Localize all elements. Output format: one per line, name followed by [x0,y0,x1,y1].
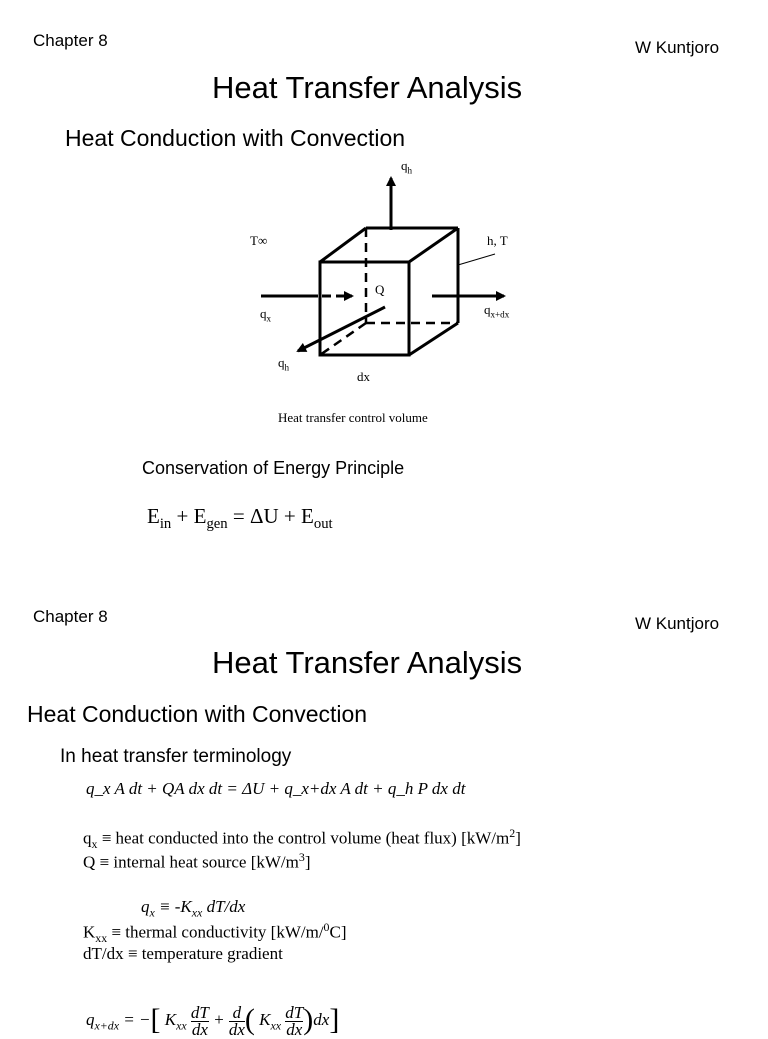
flux-expansion-equation: $q_{x+dx}$ = −[ $K_{xx}$ $\frac{dT}{dx}$ + $\frac{d}{dx}$ ( $K_{xx}$ $\frac{dT}{dx}$ )dx] [86,1002,340,1039]
definition-qx: $q_x$ ≡ heat conducted into the control volume (heat flux) $[kW/m^2]$ [83,826,521,852]
cube-edge-tr [409,228,458,262]
fourier-law: $q_x \equiv -K_{xx}$ dT/dx [141,897,246,920]
section-heading-2: Heat Conduction with Convection [27,701,368,727]
label-heat-source: Q [375,282,385,297]
label-qh-top: $q_h$ [401,158,413,176]
cube-edge-br [409,323,458,355]
definition-Q: Q ≡ internal heat source $[kW/m^3]$ [83,850,311,872]
label-t-infinity: T∞ [250,233,268,248]
terminology-heading: In heat transfer terminology [60,746,292,767]
balance-equation: q_x A dt + QA dx dt = ΔU + q_x+dx A dt + q_h P dx dt [86,779,466,798]
page-title-2: Heat Transfer Analysis [212,645,523,680]
qh-diagonal-arrow [298,307,385,351]
label-qh-bottom: $q_h$ [278,355,290,373]
section-heading: Heat Conduction with Convection [65,125,406,151]
figure-caption: Heat transfer control volume [278,410,428,425]
chapter-label: Chapter 8 [33,31,108,50]
principle-heading: Conservation of Energy Principle [142,458,405,478]
cube-front-face [320,262,409,355]
page-title: Heat Transfer Analysis [212,70,523,105]
h-t-leader-line [458,254,495,265]
label-qxdx: $q_{x+dx}$ [484,302,510,320]
author-label: W Kuntjoro [635,38,720,57]
energy-equation: $E_{in} + E_{gen} = \Delta U + E_{out}$ [147,504,333,533]
chapter-label-2: Chapter 8 [33,607,108,626]
label-qx: $q_x$ [260,306,272,324]
author-label-2: W Kuntjoro [635,614,720,633]
definition-k: $K_{xx}$ ≡ thermal conductivity [kW/m/$^0$C] [83,920,347,946]
definition-gradient: dT/dx ≡ temperature gradient [83,944,283,963]
label-h-t: h, T [487,233,508,248]
label-dx: dx [357,369,370,384]
cube-edge-tl [320,228,366,262]
